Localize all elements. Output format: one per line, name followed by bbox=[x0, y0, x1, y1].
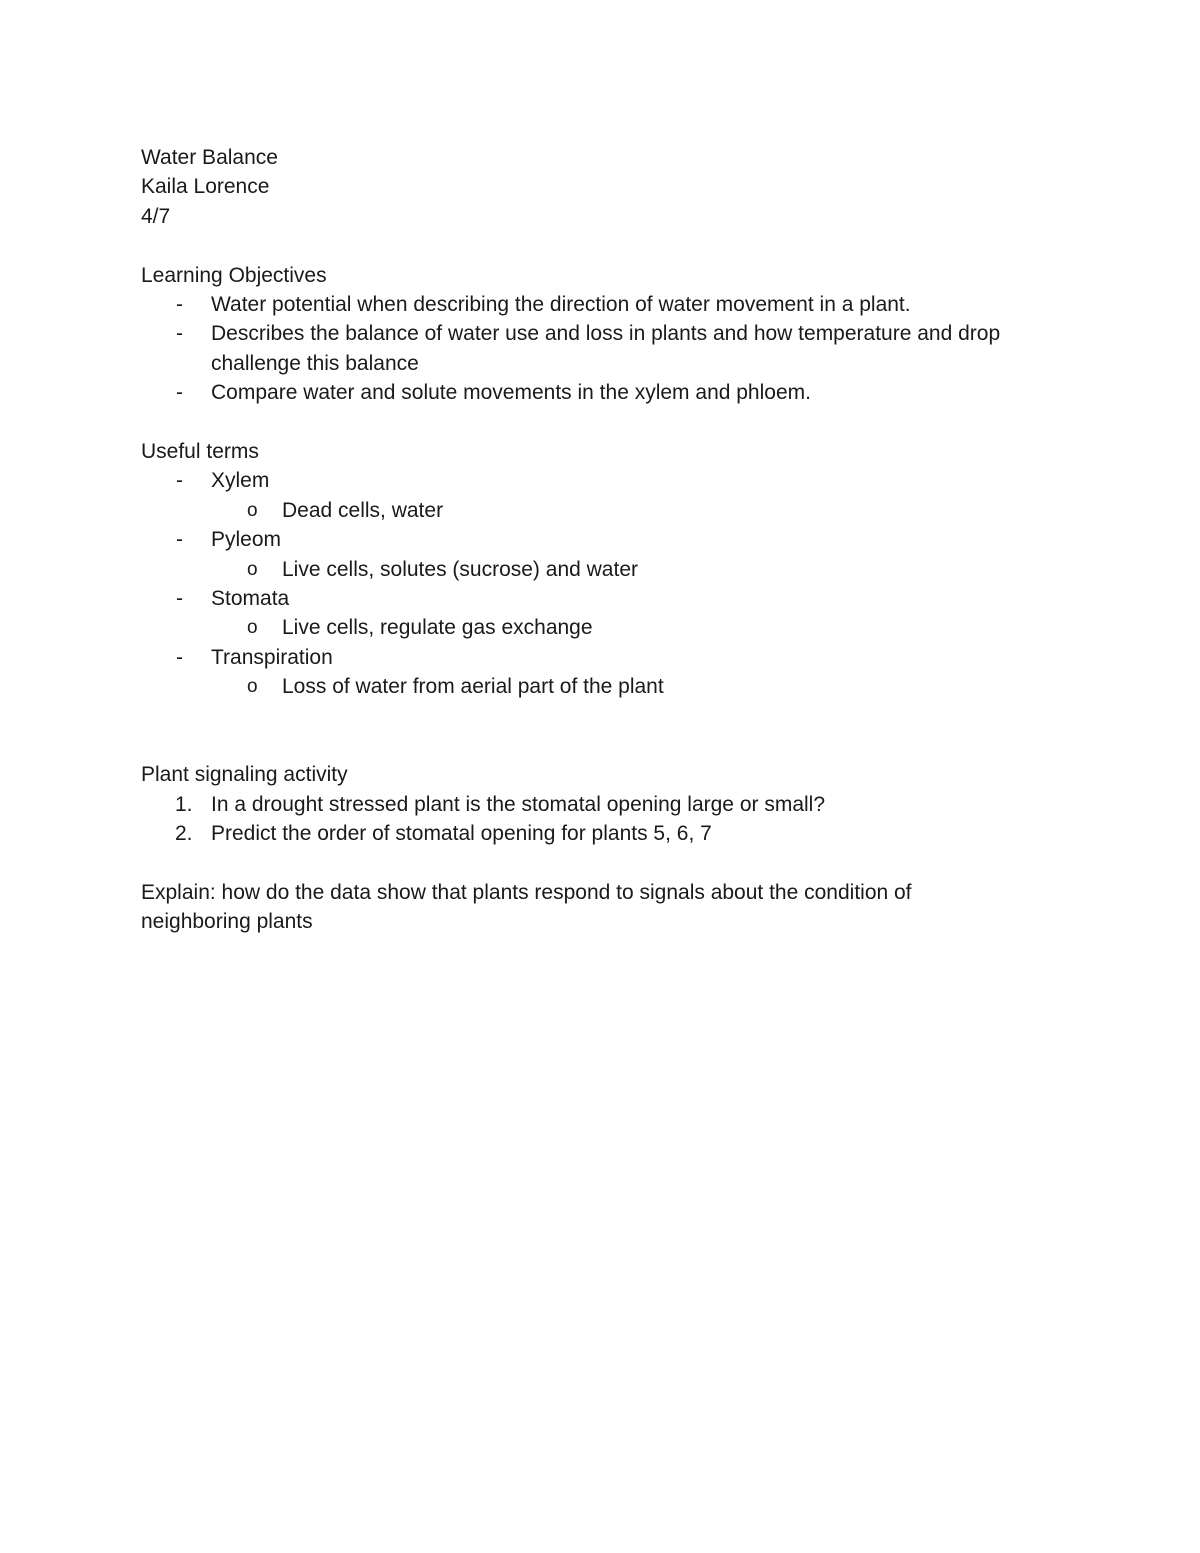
term-detail: Dead cells, water bbox=[282, 498, 444, 522]
dash-bullet: - bbox=[176, 528, 183, 552]
term-item bbox=[141, 584, 1061, 613]
objective-item bbox=[141, 290, 1061, 319]
document-title: Water Balance bbox=[141, 146, 278, 169]
term-detail-item bbox=[141, 555, 1061, 584]
activity-question: In a drought stressed plant is the stomatal opening large or small? bbox=[211, 792, 826, 816]
dash-bullet: - bbox=[176, 469, 183, 493]
objective-item bbox=[141, 378, 1061, 407]
term-name: Stomata bbox=[211, 586, 290, 610]
dash-bullet: - bbox=[176, 586, 183, 610]
dash-bullet: - bbox=[176, 645, 183, 669]
circle-bullet: o bbox=[247, 617, 258, 639]
explain-prompt: Explain: how do the data show that plants respond to signals about the condition of neighboring plants bbox=[141, 881, 912, 934]
activity-question: Predict the order of stomatal opening for plants 5, 6, 7 bbox=[211, 822, 712, 846]
circle-bullet: o bbox=[247, 499, 258, 521]
objective-text: Compare water and solute movements in the xylem and phloem. bbox=[211, 381, 811, 405]
item-number: 1. bbox=[175, 792, 193, 816]
author-name: Kaila Lorence bbox=[141, 175, 270, 199]
dash-bullet: - bbox=[176, 322, 183, 346]
dash-bullet: - bbox=[176, 292, 183, 316]
term-detail-item bbox=[141, 672, 1061, 701]
objective-text: Describes the balance of water use and loss in plants and how temperature and drop challenge this balance bbox=[211, 322, 1001, 375]
terms-heading: Useful terms bbox=[141, 439, 259, 463]
term-item bbox=[141, 466, 1061, 495]
term-detail-item bbox=[141, 613, 1061, 642]
activity-item bbox=[141, 790, 1061, 819]
document-page bbox=[141, 143, 1061, 937]
term-detail: Loss of water from aerial part of the plant bbox=[282, 675, 664, 699]
item-number: 2. bbox=[175, 822, 193, 846]
term-item bbox=[141, 643, 1061, 672]
circle-bullet: o bbox=[247, 558, 258, 580]
term-name: Pyleom bbox=[211, 528, 282, 552]
objective-item bbox=[141, 319, 1061, 378]
term-detail: Live cells, regulate gas exchange bbox=[282, 616, 593, 640]
term-name: Transpiration bbox=[211, 645, 333, 669]
dash-bullet: - bbox=[176, 381, 183, 405]
objectives-heading: Learning Objectives bbox=[141, 263, 327, 287]
circle-bullet: o bbox=[247, 676, 258, 698]
activity-heading: Plant signaling activity bbox=[141, 763, 348, 787]
objective-text: Water potential when describing the direction of water movement in a plant. bbox=[211, 292, 911, 316]
term-item bbox=[141, 525, 1061, 554]
activity-item bbox=[141, 819, 1061, 848]
term-detail: Live cells, solutes (sucrose) and water bbox=[282, 557, 638, 581]
term-detail-item bbox=[141, 496, 1061, 525]
term-name: Xylem bbox=[211, 469, 270, 493]
document-date: 4/7 bbox=[141, 204, 171, 228]
